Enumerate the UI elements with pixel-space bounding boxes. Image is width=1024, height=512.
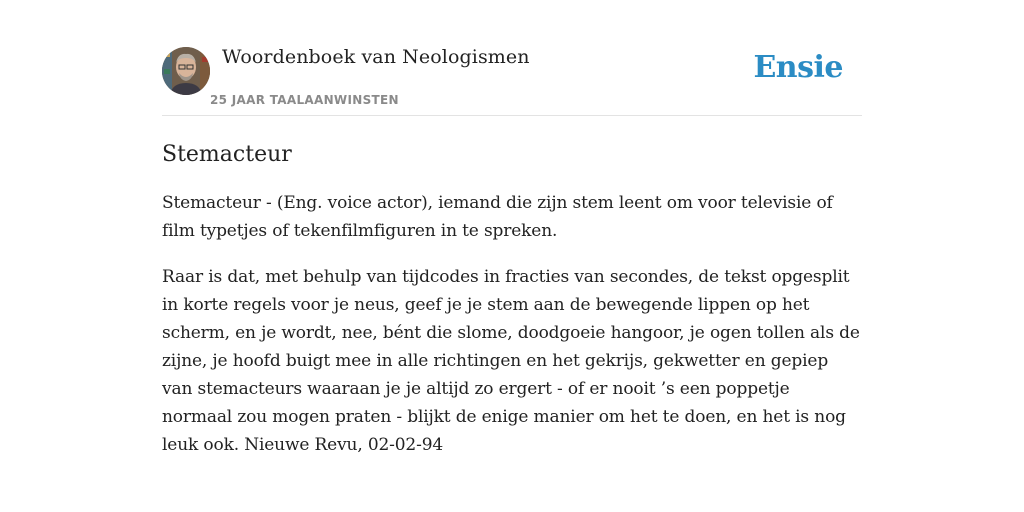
article-paragraph-definition: Stemacteur - (Eng. voice actor), iemand die zijn stem leent om voor televisie of film typetjes of tekenfilmfiguren in te spreken. (162, 193, 833, 241)
blog-header (162, 40, 862, 116)
article-title: Stemacteur (162, 142, 292, 167)
author-avatar[interactable] (162, 47, 210, 95)
blog-subtitle: 25 JAAR TAALAANWINSTEN (210, 93, 399, 107)
post-card (162, 40, 862, 459)
blog-title[interactable]: Woordenboek van Neologismen (222, 46, 530, 68)
avatar-portrait-icon (162, 47, 210, 95)
ensie-logo-link[interactable]: Ensie (753, 50, 843, 85)
article-paragraph-quote: Raar is dat, met behulp van tijdcodes in fracties van secondes, de tekst opgesplit in korte regels voor je neus, geef je je stem aan de bewegende lippen op het scherm, en je wordt, nee, bént die slome, doodgoeie hangoor, je ogen tollen als de zijne, je hoofd buigt mee in alle richtingen en het gekrijs, gekwetter en gepiep van stemacteurs waaraan je je altijd zo ergert - of er nooit ’s een poppetje normaal zou mogen praten - blijkt de enige manier om het te doen, en het is nog leuk ook. Nieuwe Revu, 02-02-94 (162, 267, 860, 455)
